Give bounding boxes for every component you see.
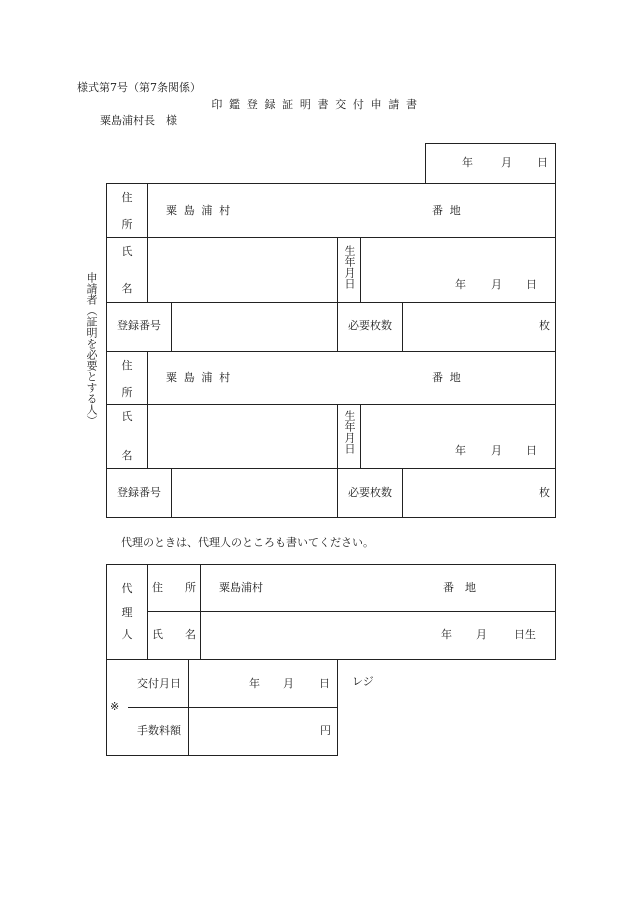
fee-field — [188, 707, 338, 756]
applicant-2-registration-label-cell — [106, 468, 172, 518]
applicant-2-address-label-cell — [106, 351, 148, 405]
applicant-2-registration-field — [171, 468, 338, 518]
birth-day-label: 日 — [526, 278, 537, 291]
birth-month-label: 月 — [491, 444, 502, 457]
proxy-address-label-cell — [147, 564, 201, 612]
proxy-note: 代理のときは、代理人のところも書いてください。 — [121, 536, 374, 549]
applicant-2-birth-label-cell — [337, 404, 361, 469]
birth-date-label: 生年月日 — [343, 245, 356, 289]
applicant-2-name-field — [147, 404, 338, 469]
applicant-2-name-label-cell — [106, 404, 148, 469]
applicant-1-copies-label-cell — [337, 302, 403, 352]
applicant-1-birth-date-field — [360, 237, 556, 303]
fee-unit: 円 — [320, 724, 331, 737]
applicant-1-address-label-cell — [106, 183, 148, 238]
address-label-char: 所 — [121, 386, 133, 399]
proxy-name-label-cell — [147, 611, 201, 660]
applicant-1-address-field — [147, 183, 556, 238]
applicant-1-registration-label-cell — [106, 302, 172, 352]
proxy-name-label: 氏 名 — [152, 628, 196, 641]
register-label: レジ — [352, 675, 374, 688]
applicant-2-address-field — [147, 351, 556, 405]
proxy-address-field — [200, 564, 556, 612]
address-village: 粟 島 浦 村 — [166, 371, 232, 384]
address-lot-suffix: 番 地 — [432, 204, 463, 217]
office-use-mark: ※ — [110, 700, 120, 713]
name-label-char: 名 — [121, 449, 133, 462]
proxy-birth-year-label: 年 — [441, 628, 452, 641]
registration-number-label: 登録番号 — [117, 486, 161, 499]
form-title: 印 鑑 登 録 証 明 書 交 付 申 請 書 — [211, 98, 419, 111]
proxy-label-cell — [106, 564, 148, 660]
proxy-address-village: 粟島浦村 — [219, 581, 263, 594]
birth-year-label: 年 — [455, 444, 466, 457]
address-label-char: 住 — [121, 191, 133, 204]
applicant-section-label: 申請者（証明を必要とする人） — [85, 272, 98, 426]
address-lot-suffix: 番 地 — [432, 371, 463, 384]
applicant-2-copies-label-cell — [337, 468, 403, 518]
birth-date-label: 生年月日 — [343, 410, 356, 454]
registration-number-label: 登録番号 — [117, 319, 161, 332]
office-use-label-cell — [106, 659, 189, 756]
proxy-label-char: 代 — [121, 582, 133, 595]
proxy-address-label: 住 所 — [152, 581, 196, 594]
applicant-1-registration-field — [171, 302, 338, 352]
office-use-divider — [128, 707, 189, 708]
addressee: 粟島浦村長 様 — [100, 114, 177, 127]
proxy-address-lot-suffix: 番 地 — [443, 581, 476, 594]
application-date-box — [425, 143, 556, 184]
birth-day-label: 日 — [526, 444, 537, 457]
applicant-2-birth-date-field — [360, 404, 556, 469]
copies-unit: 枚 — [539, 319, 550, 332]
date-month-label: 月 — [501, 156, 512, 169]
copies-unit: 枚 — [539, 486, 550, 499]
issue-date-field — [188, 659, 338, 708]
proxy-birth-month-label: 月 — [476, 628, 487, 641]
issue-month-label: 月 — [283, 677, 294, 690]
address-label-char: 住 — [121, 359, 133, 372]
date-year-label: 年 — [462, 156, 473, 169]
proxy-birth-day-label: 日生 — [514, 628, 536, 641]
applicant-1-name-field — [147, 237, 338, 303]
applicant-1-name-label-cell — [106, 237, 148, 303]
proxy-label-char: 理 — [121, 606, 133, 619]
name-label-char: 氏 — [121, 245, 133, 258]
address-label-char: 所 — [121, 218, 133, 231]
birth-month-label: 月 — [491, 278, 502, 291]
date-day-label: 日 — [537, 156, 548, 169]
copies-label: 必要枚数 — [348, 486, 392, 499]
applicant-1-copies-field — [402, 302, 556, 352]
issue-day-label: 日 — [319, 677, 330, 690]
issue-year-label: 年 — [249, 677, 260, 690]
applicant-1-birth-label-cell — [337, 237, 361, 303]
fee-label: 手数料額 — [137, 724, 181, 737]
copies-label: 必要枚数 — [348, 319, 392, 332]
address-village: 粟 島 浦 村 — [166, 204, 232, 217]
name-label-char: 名 — [121, 282, 133, 295]
form-number: 様式第7号（第7条関係） — [77, 81, 201, 94]
applicant-2-copies-field — [402, 468, 556, 518]
proxy-label-char: 人 — [121, 628, 133, 641]
proxy-name-field — [200, 611, 556, 660]
issue-date-label: 交付月日 — [137, 677, 181, 690]
birth-year-label: 年 — [455, 278, 466, 291]
name-label-char: 氏 — [121, 410, 133, 423]
